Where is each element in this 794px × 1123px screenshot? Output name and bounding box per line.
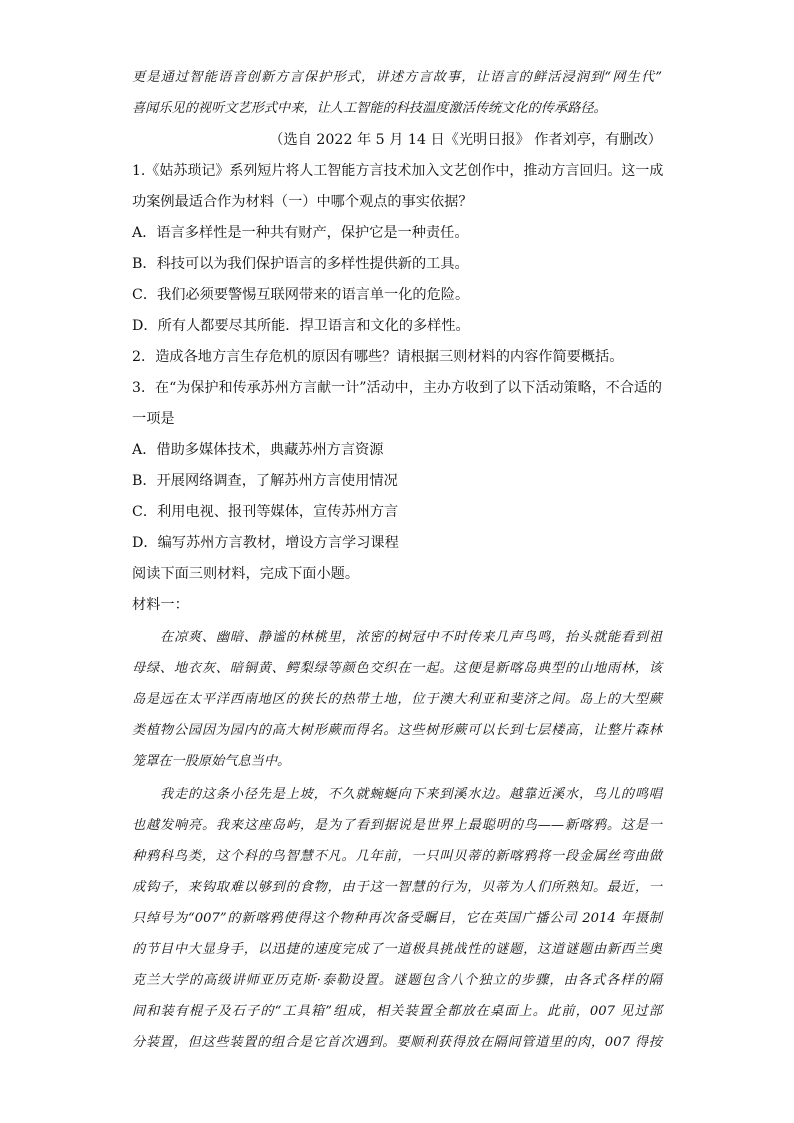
question-1-option-d: D．所有人都要尽其所能．捍卫语言和文化的多样性。 [132, 318, 470, 334]
material-paragraph-1-line: 类植物公园因为园内的高大树形蕨而得名。这些树形蕨可以长到七层楼高，让整片森林 [132, 723, 662, 738]
question-3-stem-line-1: 3．在“为保护和传承苏州方言献一计”活动中，主办方收到了以下活动策略，不合适的 [132, 380, 662, 396]
question-3-option-b: B．开展网络调查，了解苏州方言使用情况 [132, 473, 398, 489]
question-3-option-c: C．利用电视、报刊等媒体，宣传苏州方言 [132, 504, 399, 520]
question-1-option-a: A．语言多样性是一种共有财产，保护它是一种责任。 [132, 225, 469, 241]
material-paragraph-2-line: 也越发响亮。我来这座岛屿，是为了看到据说是世界上最聪明的鸟——新喀鸦。这是一 [132, 818, 662, 833]
material-paragraph-1-line: 笼罩在一股原始气息当中。 [132, 754, 291, 769]
top-paragraph-line-2: 喜闻乐见的视听文艺形式中来，让人工智能的科技温度激活传统文化的传承路径。 [132, 101, 607, 116]
material-paragraph-2-line: 成钩子，来钩取难以够到的食物，由于这一智慧的行为，贝蒂为人们所熟知。最近，一 [132, 880, 662, 895]
material-paragraph-1-line: 岛是远在太平洋西南地区的狭长的热带土地，位于澳大利亚和斐济之间。岛上的大型蕨 [132, 692, 662, 707]
question-2-stem: 2．造成各地方言生存危机的原因有哪些？请根据三则材料的内容作简要概括。 [132, 349, 624, 365]
material-title: 材料一： [132, 597, 189, 613]
material-paragraph-1-line: 在凉爽、幽暗、静谧的林桃里，浓密的树冠中不时传来几声鸟鸣，抬头就能看到祖 [160, 630, 662, 645]
question-1-option-c: C．我们必须要警惕互联网带来的语言单一化的危险。 [132, 287, 470, 303]
material-paragraph-2-line: 克兰大学的高级讲师亚历克斯·泰勒设置。谜题包含八个独立的步骤，由各式各样的隔 [132, 973, 662, 988]
material-paragraph-2-line: 种鸦科鸟类，这个科的鸟智慧不凡。几年前，一只叫贝蒂的新喀鸦将一段金属丝弯曲做 [132, 849, 662, 864]
source-note: （选自 2022 年 5 月 14 日《光明日报》 作者刘亭，有删改） [269, 132, 662, 148]
top-paragraph-line-1: 更是通过智能语音创新方言保护形式，讲述方言故事，让语言的鲜活浸润到“网生代” [132, 70, 662, 85]
reading-instruction: 阅读下面三则材料，完成下面小题。 [132, 566, 360, 582]
question-1-stem-line-2: 功案例最适合作为材料（一）中哪个观点的事实依据？ [132, 194, 473, 210]
material-paragraph-2-line: 我走的这条小径先是上坡，不久就蜿蜒向下来到溪水边。越靠近溪水，鸟儿的鸣唱 [160, 787, 662, 802]
question-1-option-b: B．科技可以为我们保护语言的多样性提供新的工具。 [132, 256, 469, 272]
question-3-option-d: D．编写苏州方言教材，增设方言学习课程 [132, 535, 399, 551]
material-paragraph-2-line: 只绰号为“007”的新喀鸦使得这个物种再次备受瞩目，它在英国广播公司 2014 年摄制 [132, 911, 662, 926]
material-paragraph-2-line: 间和装有棍子及石子的“工具箱”组成，相关装置全都放在桌面上。此前，007 见过部 [132, 1004, 662, 1019]
question-3-stem-line-2: 一项是 [132, 411, 175, 427]
material-paragraph-2-line: 分装置，但这些装置的组合是它首次遇到。要顺利获得放在隔间管道里的肉，007 得按 [132, 1035, 662, 1050]
question-3-option-a: A．借助多媒体技术，典藏苏州方言资源 [132, 442, 384, 458]
question-1-stem-line-1: 1.《姑苏琐记》系列短片将人工智能方言技术加入文艺创作中，推动方言回归。这一成 [132, 163, 664, 179]
material-paragraph-1-line: 母绿、地衣灰、暗铜黄、鳄梨绿等颜色交织在一起。这便是新喀岛典型的山地雨林，该 [132, 661, 662, 676]
material-paragraph-2-line: 的节目中大显身手，以迅捷的速度完成了一道极具挑战性的谜题，这道谜题由新西兰奥 [132, 942, 662, 957]
